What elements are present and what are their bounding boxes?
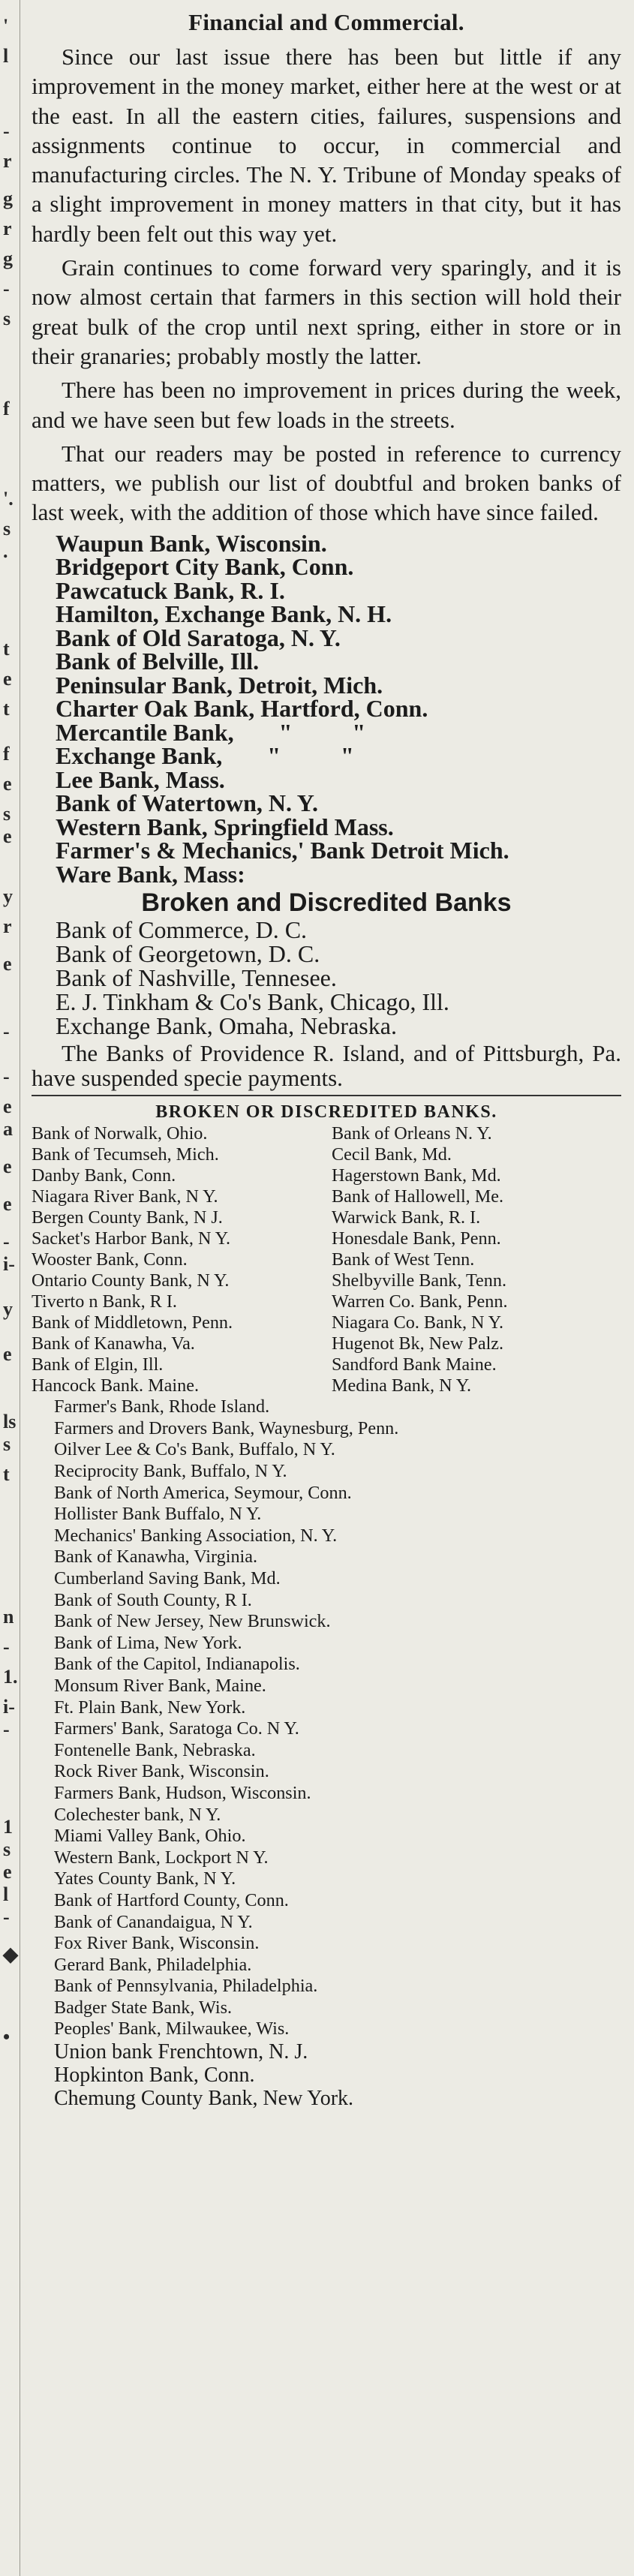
margin-fragment: t <box>3 698 10 720</box>
bank-name: Bank of Tecumseh, Mich. <box>32 1144 219 1165</box>
broken-banks-list <box>32 918 621 1038</box>
margin-fragment: . <box>3 540 8 562</box>
bank-name: Sandford Bank Maine. <box>332 1354 497 1375</box>
margin-fragment: s <box>3 518 11 540</box>
margin-fragment: - <box>3 120 10 142</box>
discredited-bank-item: Farmer's Bank, Rhode Island. <box>54 1396 270 1417</box>
discredited-bank-item: Yates County Bank, N Y. <box>54 1868 236 1889</box>
bank-name: Bank of Old Saratoga, N. Y. <box>56 624 341 651</box>
discredited-bank-item: Bank of Kanawha, Virginia. <box>54 1547 258 1568</box>
margin-fragment: l <box>3 45 9 67</box>
discredited-bank-item: Bank of the Capitol, Indianapolis. <box>54 1654 300 1675</box>
bank-name: Hugenot Bk, New Palz. <box>332 1333 504 1354</box>
doubtful-bank-item <box>32 697 621 721</box>
discredited-bank-item: Cumberland Saving Bank, Md. <box>54 1568 281 1589</box>
discredited-bank-item: Ft. Plain Bank, New York. <box>54 1697 246 1718</box>
article-paragraph-2: Grain continues to come forward very sparingly, and it is now almost certain that farmers in this section will hold their great bulk of the crop until next spring, either in store or in their granaries; probably mostly the latter. <box>32 254 621 369</box>
ditto-marks: " " <box>278 718 366 746</box>
bank-name: Pawcatuck Bank, R. I. <box>56 576 285 604</box>
discredited-bank-item: Fox River Bank, Wisconsin. <box>54 1933 260 1954</box>
discredited-bank-row <box>32 1333 621 1354</box>
bank-name: Bridgeport City Bank, Conn. <box>56 553 354 581</box>
article-title: Financial and Commercial. <box>188 9 464 35</box>
margin-fragment: - <box>3 1636 10 1658</box>
margin-fragment: - <box>3 1020 10 1042</box>
doubtful-bank-item <box>32 765 621 793</box>
margin-fragment: '. <box>3 488 14 509</box>
bank-name: Shelbyville Bank, Tenn. <box>332 1270 506 1291</box>
doubtful-bank-item <box>32 650 621 674</box>
doubtful-bank-item <box>32 555 621 579</box>
bank-name: Tiverto n Bank, R I. <box>32 1291 177 1312</box>
doubtful-bank-item <box>32 839 621 863</box>
bank-name: Hagerstown Bank, Md. <box>332 1165 501 1186</box>
discredited-bank-item: Bank of Pennsylvania, Philadelphia. <box>54 1976 318 1997</box>
article-paragraph-1: Since our last issue there has been but little if any improvement in the money market, either here at the west or at the east. In all the eastern cities, failures, suspensions and assignments continue to occur, in commercial and manufacturing circles. The N. Y. Tribune of Monday speaks of a slight improvement in money matters in that city, but it has hardly been felt out this way yet. <box>32 44 621 247</box>
margin-fragment: - <box>3 278 10 299</box>
margin-fragment: s <box>3 1838 11 1860</box>
bank-name: Ware Bank, Mass: <box>56 860 245 888</box>
doubtful-bank-item <box>32 624 621 651</box>
margin-fragment: y <box>3 885 13 907</box>
discredited-bank-row <box>32 1375 621 1396</box>
bank-name: Ontario County Bank, N Y. <box>32 1270 230 1291</box>
discredited-bank-item: Bank of New Jersey, New Brunswick. <box>54 1611 331 1632</box>
broken-banks-heading: Broken and Discredited Banks <box>141 888 512 918</box>
margin-fragment: l <box>3 1883 9 1905</box>
discredited-bank-item: Rock River Bank, Wisconsin. <box>54 1761 269 1782</box>
discredited-banks-single-list <box>32 1396 621 2110</box>
discredited-bank-row <box>32 1249 621 1270</box>
discredited-bank-row <box>32 1207 621 1228</box>
margin-fragment: a <box>3 1118 13 1140</box>
bank-name: Peninsular Bank, Detroit, Mich. <box>56 671 383 699</box>
broken-bank-item: E. J. Tinkham & Co's Bank, Chicago, Ill. <box>56 988 449 1016</box>
margin-fragment: 1 <box>3 1816 13 1838</box>
margin-fragment: f <box>3 743 10 765</box>
bank-name: Hamilton, Exchange Bank, N. H. <box>56 600 392 628</box>
margin-fragment: r <box>3 218 12 239</box>
bank-name: Warwick Bank, R. I. <box>332 1207 481 1228</box>
discredited-bank-item: Western Bank, Lockport N Y. <box>54 1847 269 1868</box>
margin-fragment: i- <box>3 1696 15 1718</box>
margin-fragment: e <box>3 668 12 690</box>
doubtful-bank-item <box>32 744 621 768</box>
margin-fragment: s <box>3 308 11 329</box>
discredited-bank-item: Hollister Bank Buffalo, N Y. <box>54 1504 262 1525</box>
bank-name: Danby Bank, Conn. <box>32 1165 176 1186</box>
discredited-bank-item: Mechanics' Banking Association, N. Y. <box>54 1525 338 1546</box>
bank-name: Bank of Belville, Ill. <box>56 648 260 675</box>
margin-fragment: g <box>3 248 13 269</box>
bank-name: Bank of Orleans N. Y. <box>332 1123 492 1144</box>
bank-name: Wooster Bank, Conn. <box>32 1249 188 1270</box>
adjacent-column-edge <box>0 0 20 2576</box>
discredited-bank-item: Colechester bank, N Y. <box>54 1804 221 1825</box>
broken-bank-item: Bank of Commerce, D. C. <box>56 916 308 944</box>
margin-fragment: - <box>3 1231 10 1252</box>
news-column <box>32 0 621 2110</box>
discredited-bank-item: Gerard Bank, Philadelphia. <box>54 1954 252 1975</box>
discredited-bank-item: Bank of South County, R I. <box>54 1589 252 1610</box>
bank-name: Cecil Bank, Md. <box>332 1144 452 1165</box>
margin-fragment: f <box>3 398 10 419</box>
margin-fragment: g <box>3 188 13 209</box>
discredited-bank-item: Badger State Bank, Wis. <box>54 1997 233 2018</box>
bank-name: Bank of Elgin, Ill. <box>32 1354 164 1375</box>
doubtful-banks-list <box>32 529 621 888</box>
bank-name: Bergen County Bank, N J. <box>32 1207 223 1228</box>
discredited-bank-row <box>32 1165 621 1186</box>
bank-name: Bank of Watertown, N. Y. <box>56 789 318 817</box>
margin-fragment: s <box>3 803 11 825</box>
margin-fragment: • <box>3 2026 11 2048</box>
discredited-bank-item: Bank of Lima, New York. <box>54 1632 242 1653</box>
providence-note: The Banks of Providence R. Island, and of Pittsburgh, Pa. have suspended specie payments. <box>32 1040 621 1092</box>
margin-fragment: - <box>3 1718 10 1740</box>
discredited-bank-row <box>32 1291 621 1312</box>
bank-name: Waupun Bank, Wisconsin. <box>56 529 327 557</box>
margin-fragment: ' <box>3 15 9 37</box>
broken-bank-item: Exchange Bank, Omaha, Nebraska. <box>56 1012 397 1040</box>
discredited-bank-item: Farmers and Drovers Bank, Waynesburg, Penn. <box>54 1417 399 1438</box>
bank-name: Mercantile Bank, <box>56 718 234 746</box>
doubtful-bank-item <box>32 576 621 604</box>
margin-fragment: - <box>3 1066 10 1087</box>
discredited-bank-item: Reciprocity Bank, Buffalo, N Y. <box>54 1461 287 1482</box>
discredited-bank-item: Monsum River Bank, Maine. <box>54 1675 266 1696</box>
bank-name: Warren Co. Bank, Penn. <box>332 1291 508 1312</box>
bank-name: Bank of Middletown, Penn. <box>32 1312 233 1333</box>
doubtful-bank-item <box>32 529 621 557</box>
discredited-banks-two-column-list <box>32 1123 621 1396</box>
bank-name: Bank of Kanawha, Va. <box>32 1333 195 1354</box>
bank-name: Medina Bank, N Y. <box>332 1375 472 1396</box>
discredited-bank-row <box>32 1270 621 1291</box>
margin-fragment: t <box>3 638 10 660</box>
doubtful-bank-item <box>32 671 621 699</box>
discredited-bank-row <box>32 1354 621 1375</box>
margin-fragment: e <box>3 1343 12 1365</box>
margin-fragment: n <box>3 1606 14 1628</box>
discredited-bank-row <box>32 1312 621 1333</box>
doubtful-bank-item <box>32 600 621 628</box>
discredited-bank-item: Bank of North America, Seymour, Conn. <box>54 1482 352 1503</box>
bank-name: Honesdale Bank, Penn. <box>332 1228 501 1249</box>
bank-name: Bank of Hallowell, Me. <box>332 1186 504 1207</box>
article-paragraph-4: That our readers may be posted in reference to currency matters, we publish our list of doubtful and broken banks of last week, with the addition of those which have since failed. <box>32 440 621 526</box>
discredited-bank-item: Miami Valley Bank, Ohio. <box>54 1826 246 1847</box>
discredited-bank-item: Hopkinton Bank, Conn. <box>54 2064 255 2088</box>
discredited-bank-row <box>32 1228 621 1249</box>
doubtful-bank-item <box>32 813 621 840</box>
discredited-bank-item: Farmers' Bank, Saratoga Co. N Y. <box>54 1718 299 1739</box>
doubtful-bank-item <box>32 718 621 746</box>
bank-name: Western Bank, Springfield Mass. <box>56 813 394 840</box>
section-rule <box>32 1095 621 1096</box>
discredited-bank-row <box>32 1186 621 1207</box>
discredited-bank-row <box>32 1144 621 1165</box>
discredited-bank-item: Peoples' Bank, Milwaukee, Wis. <box>54 2018 290 2039</box>
broken-bank-item: Bank of Georgetown, D. C. <box>56 940 320 968</box>
bank-name: Lee Bank, Mass. <box>56 765 225 793</box>
discredited-bank-item: Bank of Hartford County, Conn. <box>54 1889 289 1910</box>
margin-fragment: e <box>3 953 12 975</box>
margin-fragment: r <box>3 915 12 937</box>
margin-fragment: - <box>3 1906 10 1928</box>
article-paragraph-3: There has been no improvement in prices during the week, and we have seen but few loads in the streets. <box>32 377 621 433</box>
margin-fragment: r <box>3 150 12 172</box>
discredited-banks-heading: BROKEN OR DISCREDITED BANKS. <box>155 1102 497 1123</box>
margin-fragment: s <box>3 1433 11 1455</box>
bank-name: Exchange Bank, <box>56 742 223 770</box>
discredited-bank-item: Oilver Lee & Co's Bank, Buffalo, N Y. <box>54 1439 335 1460</box>
discredited-bank-item: Bank of Canandaigua, N Y. <box>54 1911 253 1932</box>
bank-name: Hancock Bank. Maine. <box>32 1375 199 1396</box>
margin-fragment: y <box>3 1298 13 1320</box>
margin-fragment: ◆ <box>3 1943 18 1965</box>
broken-bank-item: Bank of Nashville, Tennesee. <box>56 964 337 992</box>
discredited-bank-row <box>32 1123 621 1144</box>
margin-fragment: e <box>3 1861 12 1883</box>
margin-fragment: e <box>3 773 12 795</box>
doubtful-bank-item <box>32 860 621 888</box>
doubtful-bank-item <box>32 789 621 817</box>
bank-name: Charter Oak Bank, Hartford, Conn. <box>56 695 428 723</box>
margin-fragment: e <box>3 1156 12 1177</box>
discredited-bank-item: Fontenelle Bank, Nebraska. <box>54 1739 256 1760</box>
discredited-bank-item: Union bank Frenchtown, N. J. <box>54 2040 308 2064</box>
margin-fragment: ls <box>3 1411 17 1432</box>
margin-fragment: e <box>3 1096 12 1117</box>
margin-fragment: t <box>3 1463 10 1485</box>
bank-name: Farmer's & Mechanics,' Bank Detroit Mich. <box>56 837 509 864</box>
margin-fragment: i- <box>3 1253 15 1275</box>
bank-name: Niagara River Bank, N Y. <box>32 1186 218 1207</box>
bank-name: Bank of Norwalk, Ohio. <box>32 1123 208 1144</box>
margin-fragment: e <box>3 1193 12 1215</box>
bank-name: Niagara Co. Bank, N Y. <box>332 1312 504 1333</box>
bank-name: Sacket's Harbor Bank, N Y. <box>32 1228 230 1249</box>
discredited-bank-item: Chemung County Bank, New York. <box>54 2087 354 2111</box>
discredited-bank-item: Farmers Bank, Hudson, Wisconsin. <box>54 1782 311 1803</box>
margin-fragment: 1. <box>3 1666 18 1688</box>
margin-fragment: e <box>3 825 12 847</box>
bank-name: Bank of West Tenn. <box>332 1249 475 1270</box>
ditto-marks: " " <box>267 742 354 770</box>
